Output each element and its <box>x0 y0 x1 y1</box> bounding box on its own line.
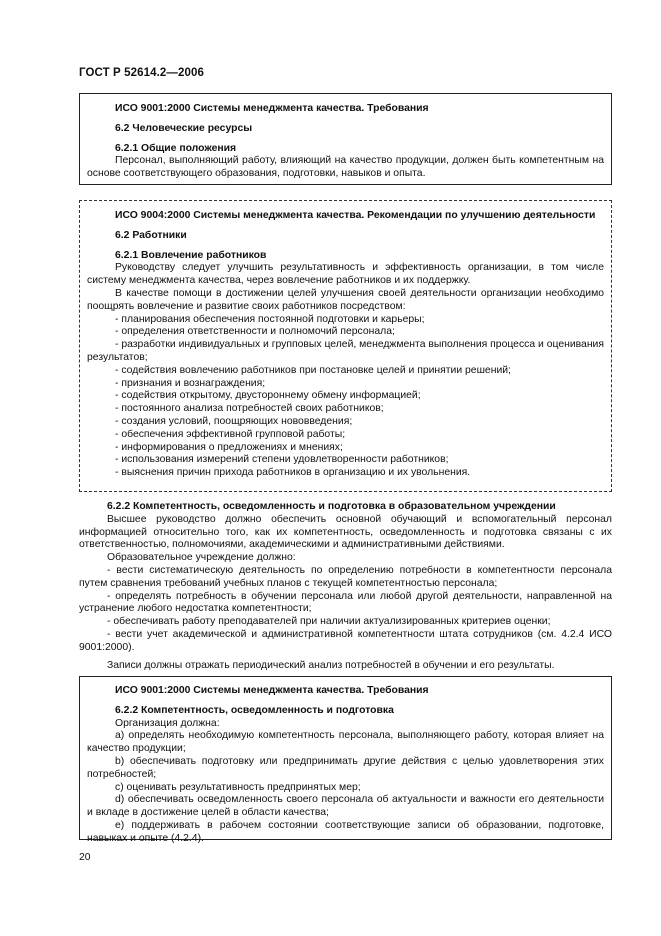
list-item: a) определять необходимую компетентность персонала, выполняющего работу, которая влияет на качество продукции; <box>87 730 604 755</box>
paragraph: Записи должны отражать периодический анализ потребностей в обучении и его результаты. <box>107 659 555 671</box>
box-title: ИСО 9004:2000 Системы менеджмента качества. Рекомендации по улучшению деятельности <box>115 210 596 221</box>
paragraph: Высшее руководство должно обеспечить основной обучающий и вспомогательный персонал информацией относительно того, как их компетентность, осведомленность и подготовка связаны с их ответственностью, полномочиями, академическими и административными действиями. <box>79 513 612 551</box>
list-item: - использования измерений степени удовлетворенности работников; <box>115 454 449 466</box>
list-item: - определять потребность в обучении персонала или любой другой деятельности, направленной на устранение любого недостатка компетентности; <box>79 590 612 615</box>
list-item: - содействия вовлечению работников при постановке целей и принятии решений; <box>115 364 511 376</box>
list-item: - планирования обеспечения постоянной подготовки и карьеры; <box>115 313 425 325</box>
box-paragraph: В качестве помощи в достижении целей улучшения своей деятельности организации необходимо поощрять вовлечение и развитие своих работников посредством: <box>87 287 604 312</box>
list-item: d) обеспечивать осведомленность своего персонала об актуальности и важности его деятельности и вкладе в достижение целей в области качества; <box>87 794 604 819</box>
box-title: ИСО 9001:2000 Системы менеджмента качества. Требования <box>115 103 429 114</box>
list-item: b) обеспечивать подготовку или предпринимать другие действия с целью удовлетворения этих потребностей; <box>87 755 604 780</box>
subsection-heading: 6.2.1 Вовлечение работников <box>115 249 267 261</box>
subsection-heading: 6.2.2 Компетентность, осведомленность и подготовка <box>115 704 394 716</box>
section-heading: 6.2.2 Компетентность, осведомленность и подготовка в образовательном учреждении <box>107 501 556 512</box>
list-item: - разработки индивидуальных и групповых целей, менеджмента выполнения процесса и оценивания результатов; <box>87 339 604 363</box>
list-item: - постоянного анализа потребностей своих работников; <box>115 403 384 415</box>
list-item: - обеспечивать работу преподавателей при наличии актуализированных критериев оценки; <box>107 616 551 628</box>
iso9001-quote-box <box>79 93 612 185</box>
main-text <box>79 501 612 672</box>
subsection-heading: 6.2.1 Общие положения <box>115 142 237 154</box>
list-item: c) оценивать результативность предпринятых мер; <box>115 781 361 793</box>
list-item: - информирования о предложениях и мнениях; <box>115 441 343 453</box>
list-item: - вести учет академической и административной компетентности штата сотрудников (см. 4.2.4 ИСО 9001:2000). <box>79 628 612 653</box>
document-header: ГОСТ Р 52614.2—2006 <box>79 67 204 79</box>
box-title: ИСО 9001:2000 Системы менеджмента качества. Требования <box>115 685 429 696</box>
box-paragraph: Организация должна: <box>115 717 220 729</box>
list-item: - создания условий, поощряющих нововведения; <box>115 415 353 427</box>
list-item: - признания и вознаграждения; <box>115 377 266 389</box>
list-item: - содействия открытому, двустороннему обмену информацией; <box>115 390 421 402</box>
section-heading: 6.2 Человеческие ресурсы <box>115 122 253 134</box>
list-item: - вести систематическую деятельность по определению потребности в компетентности персонала путем сравнения требований учебных планов с текущей компетентностью персонала; <box>79 564 612 589</box>
iso9004-quote-box <box>79 200 612 492</box>
iso9001-quote-box-2 <box>79 676 612 844</box>
page-number: 20 <box>79 852 91 863</box>
paragraph: Образовательное учреждение должно: <box>107 552 296 564</box>
list-item: - обеспечения эффективной групповой работы; <box>115 428 346 440</box>
list-item: - выяснения причин прихода работников в организацию и их увольнения. <box>115 467 471 479</box>
list-item: e) поддерживать в рабочем состоянии соответствующие записи об образовании, подготовке, навыках и опыте (4.2.4). <box>87 819 604 844</box>
box-paragraph: Персонал, выполняющий работу, влияющий на качество продукции, должен быть компетентным на основе соответствующего образования, подготовки, навыков и опыта. <box>87 155 604 180</box>
box-paragraph: Руководству следует улучшить результативность и эффективность организации, в том числе систему менеджмента качества, через вовлечение работников и их поддержку. <box>87 262 604 287</box>
list-item: - определения ответственности и полномочий персонала; <box>115 326 395 338</box>
section-heading: 6.2 Работники <box>115 229 187 241</box>
